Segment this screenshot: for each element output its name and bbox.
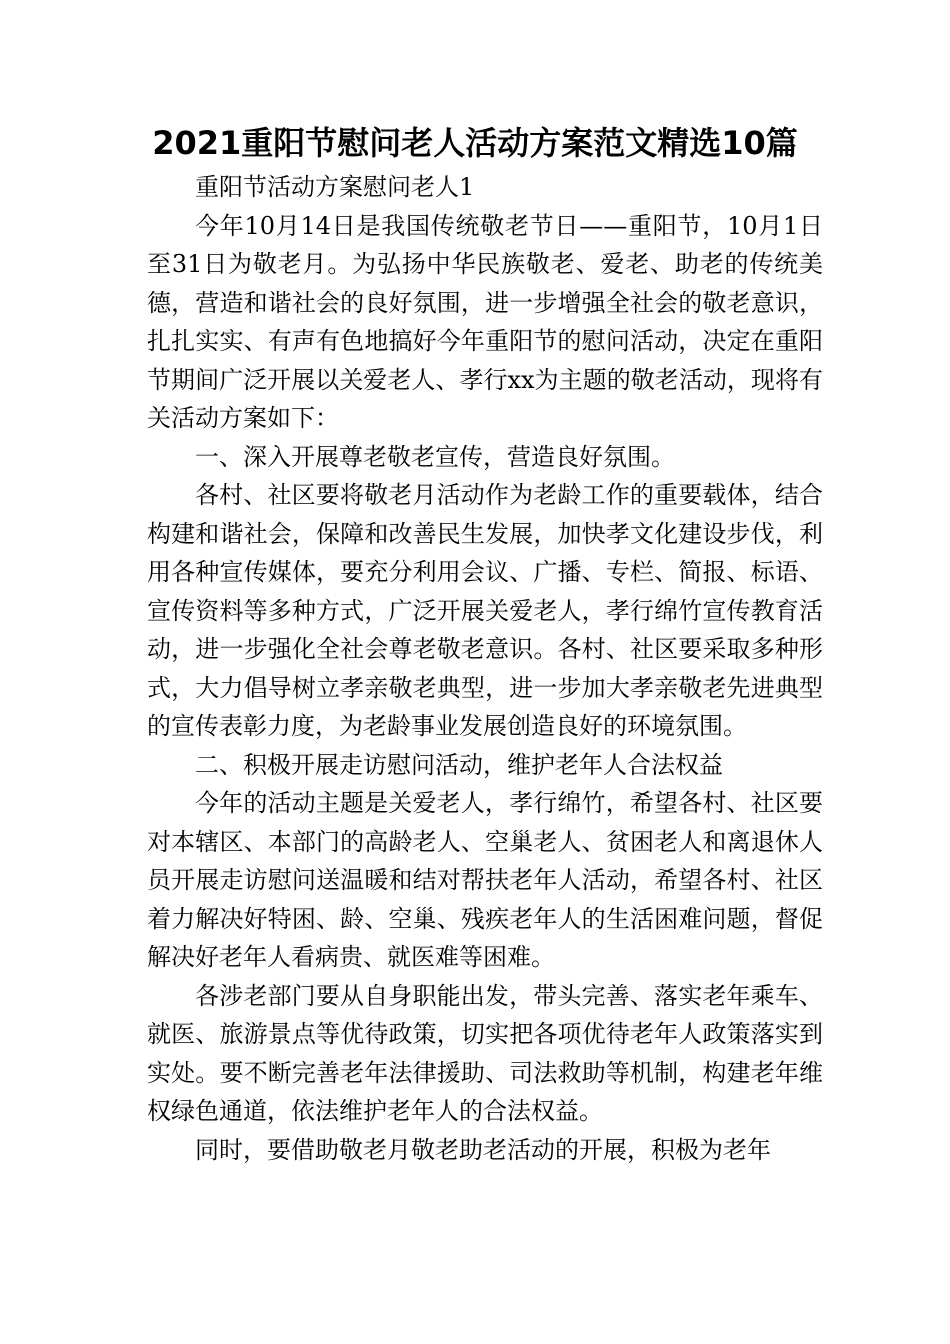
body-paragraph: 同时，要借助敬老月敬老助老活动的开展，积极为老年	[195, 1135, 771, 1164]
body-paragraph: 今年的活动主题是关爱老人，孝行绵竹，希望各村、社区要对本辖区、本部门的高龄老人、空巢老人、贫困老人和离退休人员开展走访慰问送温暖和结对帮扶老年人活动，希望各村、社区着力解决好特困、龄、空巢、残疾老年人的生活困难问题，督促解决好老年人看病贵、就医难等困难。	[147, 789, 823, 971]
document-title: 2021重阳节慰问老人活动方案范文精选10篇	[152, 124, 798, 162]
section-heading-2: 二、积极开展走访慰问活动，维护老年人合法权益	[195, 750, 723, 779]
subtitle-paragraph: 重阳节活动方案慰问老人1	[195, 173, 475, 201]
intro-paragraph: 今年10月14日是我国传统敬老节日——重阳节，10月1日至31日为敬老月。为弘扬中华民族敬老、爱老、助老的传统美德，营造和谐社会的良好氛围，进一步增强全社会的敬老意识，扎扎实实、有声有色地搞好今年重阳节的慰问活动，决定在重阳节期间广泛开展以关爱老人、孝行xx为主题的敬老活动，现将有关活动方案如下：	[147, 211, 823, 432]
body-paragraph: 各涉老部门要从自身职能出发，带头完善、落实老年乘车、就医、旅游景点等优待政策，切实把各项优待老年人政策落实到实处。要不断完善老年法律援助、司法救助等机制，构建老年维权绿色通道，依法维护老年人的合法权益。	[147, 981, 823, 1125]
document-body	[147, 168, 823, 1169]
body-paragraph: 各村、社区要将敬老月活动作为老龄工作的重要载体，结合构建和谐社会，保障和改善民生发展，加快孝文化建设步伐，利用各种宣传媒体，要充分利用会议、广播、专栏、简报、标语、宣传资料等多种方式，广泛开展关爱老人，孝行绵竹宣传教育活动，进一步强化全社会尊老敬老意识。各村、社区要采取多种形式，大力倡导树立孝亲敬老典型，进一步加大孝亲敬老先进典型的宣传表彰力度，为老龄事业发展创造良好的环境氛围。	[147, 481, 823, 740]
section-heading-1: 一、深入开展尊老敬老宣传，营造良好氛围。	[195, 442, 675, 471]
